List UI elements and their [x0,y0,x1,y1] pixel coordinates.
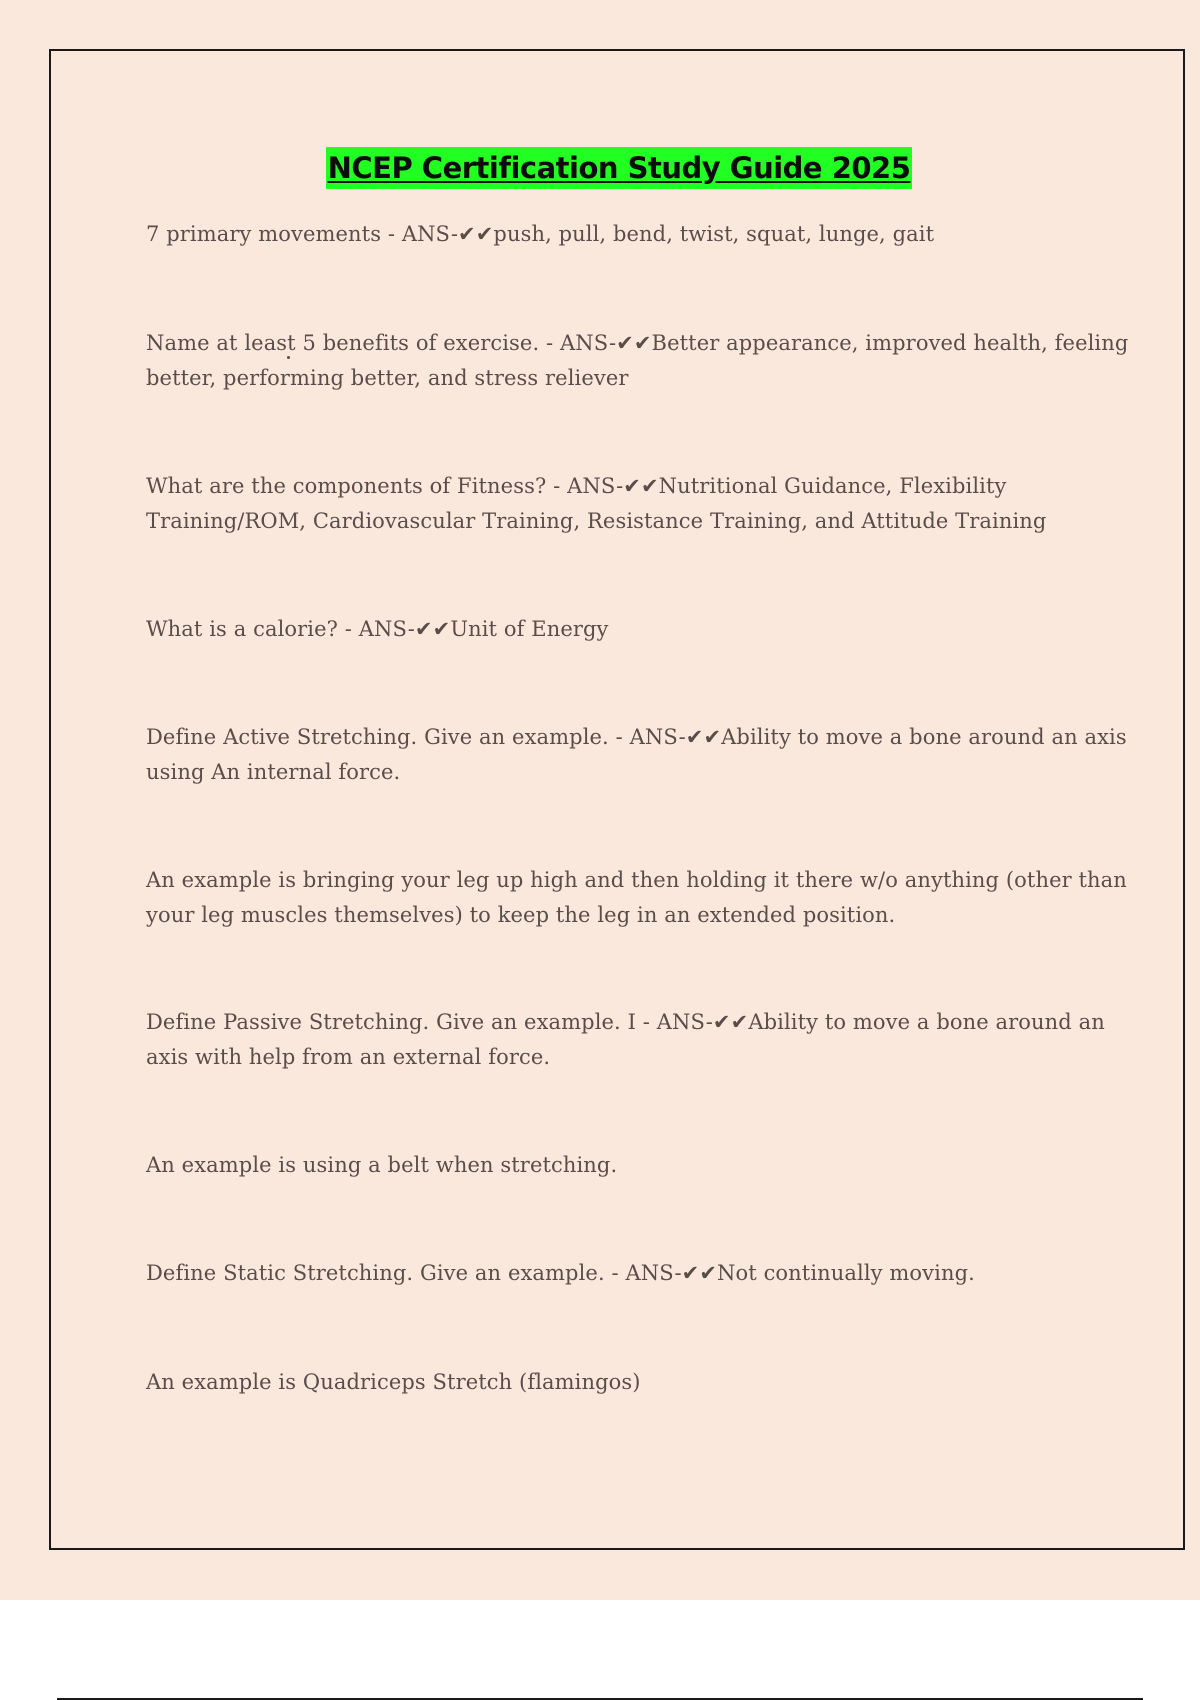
stray-dot-mark [287,356,290,359]
document-frame [49,49,1185,1550]
example-paragraph: An example is Quadriceps Stretch (flamingos) [146,1370,641,1394]
qa-paragraph: 7 primary movements - ANS-✔✔push, pull, bend, twist, squat, lunge, gait [146,222,935,246]
qa-paragraph: Define Passive Stretching. Give an example. I - ANS-✔✔Ability to move a bone around an axis with help from an external force. [146,1010,1105,1069]
qa-paragraph: Define Static Stretching. Give an example. - ANS-✔✔Not continually moving. [146,1261,975,1285]
title-container [51,147,1187,189]
example-paragraph: An example is using a belt when stretching. [146,1153,618,1177]
qa-paragraph: Define Active Stretching. Give an example. - ANS-✔✔Ability to move a bone around an axis using An internal force. [146,725,1127,784]
document-title: NCEP Certification Study Guide 2025 [326,147,913,189]
qa-paragraph: What is a calorie? - ANS-✔✔Unit of Energy [146,617,609,641]
qa-paragraph: Name at least 5 benefits of exercise. - ANS-✔✔Better appearance, improved health, feeling better, performing better, and stress reliever [146,331,1129,390]
example-paragraph: An example is bringing your leg up high and then holding it there w/o anything (other than your leg muscles themselves) to keep the leg in an extended position. [146,868,1127,927]
qa-paragraph: What are the components of Fitness? - ANS-✔✔Nutritional Guidance, Flexibility Training/ROM, Cardiovascular Training, Resistance Training, and Attitude Training [146,474,1047,533]
